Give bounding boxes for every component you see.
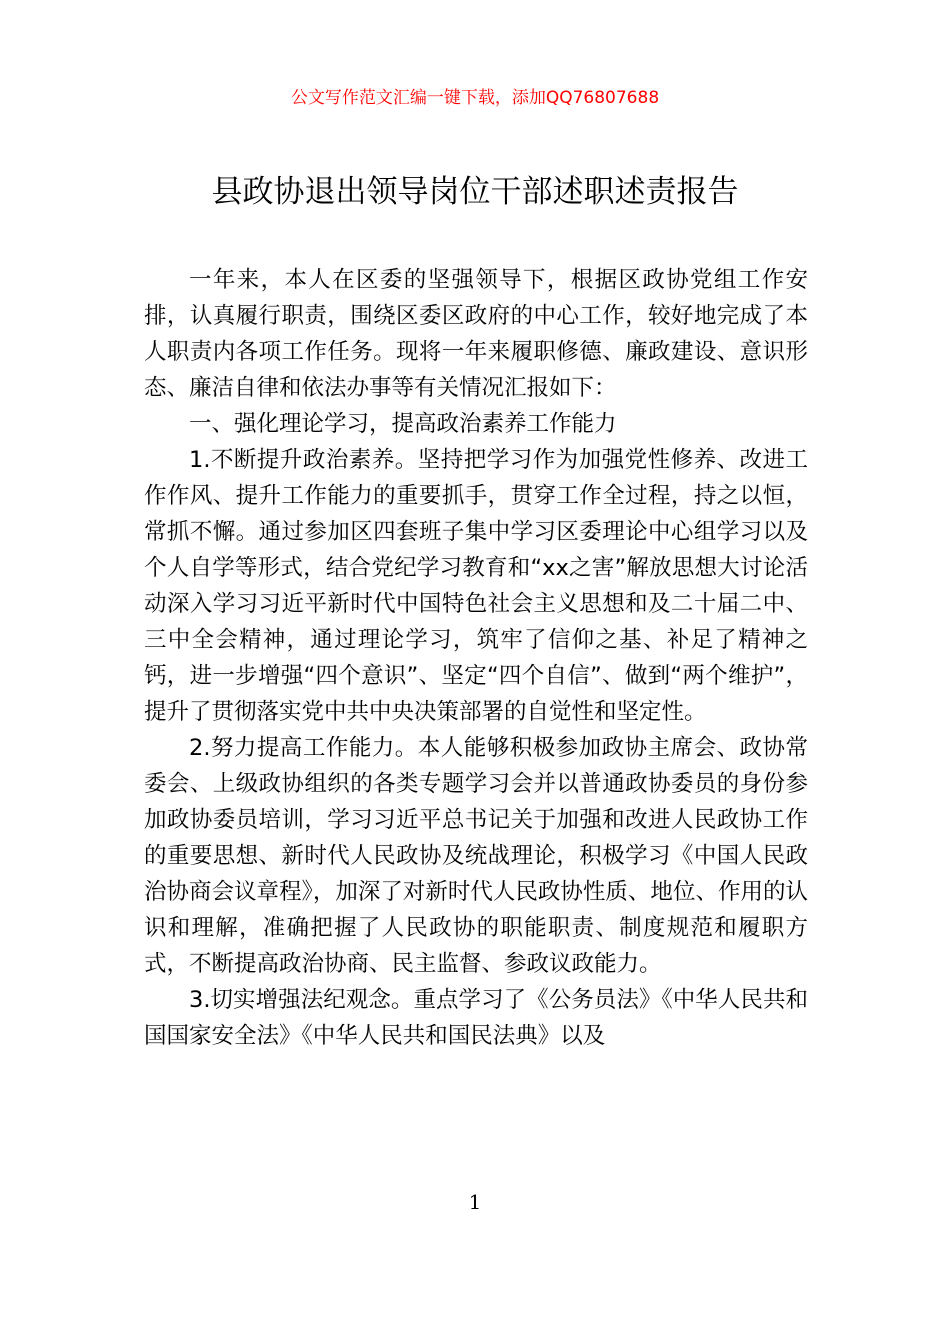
paragraph-item-3: 3.切实增强法纪观念。重点学习了《公务员法》《中华人民共和国国家安全法》《中华人民共和国民法典》以及 [144, 987, 808, 1049]
paragraph-item-1: 1.不断提升政治素养。坚持把学习作为加强党性修养、改进工作作风、提升工作能力的重要抓手，贯穿工作全过程，持之以恒，常抓不懈。通过参加区四套班子集中学习区委理论中心组学习以及个人自学等形式，结合党纪学习教育和“xx之害”解放思想大讨论活动深入学习习近平新时代中国特色社会主义思想和及二十届二中、三中全会精神，通过理论学习，筑牢了信仰之基、补足了精神之钙，进一步增强“四个意识”、坚定“四个自信”、做到“两个维护”，提升了贯彻落实党中共中央决策部署的自觉性和坚定性。 [144, 447, 808, 725]
download-note: 公文写作范文汇编一键下载，添加QQ76807688 [290, 88, 660, 108]
paragraph-item-2: 2.努力提高工作能力。本人能够积极参加政协主席会、政协常委会、上级政协组织的各类专题学习会并以普通政协委员的身份参加政协委员培训，学习习近平总书记关于加强和改进人民政协工作的重要思想、新时代人民政协及统战理论，积极学习《中国人民政治协商会议章程》，加深了对新时代人民政协性质、地位、作用的认识和理解，准确把握了人民政协的职能职责、制度规范和履职方式，不断提高政治协商、民主监督、参政议政能力。 [144, 735, 808, 977]
document-title: 县政协退出领导岗位干部述职述责报告 [211, 174, 739, 210]
document-body [144, 262, 808, 1054]
section-heading-1: 一、强化理论学习，提高政治素养工作能力 [189, 411, 617, 437]
paragraph-intro: 一年来，本人在区委的坚强领导下，根据区政协党组工作安排，认真履行职责，围绕区委区政府的中心工作，较好地完成了本人职责内各项工作任务。现将一年来履职修德、廉政建设、意识形态、廉洁自律和依法办事等有关情况汇报如下： [144, 267, 808, 401]
page-number: 1 [468, 1190, 482, 1214]
